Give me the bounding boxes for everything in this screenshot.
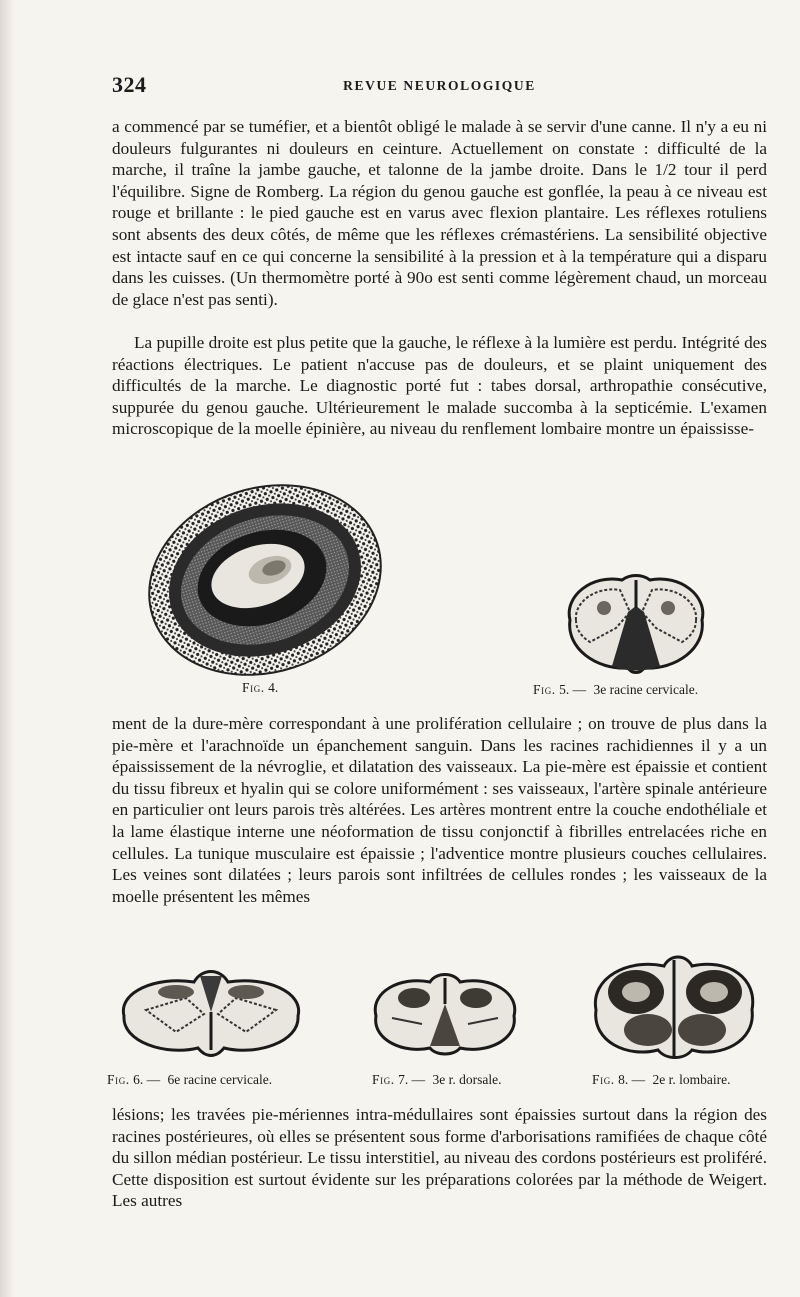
figure-5-label: Fig. xyxy=(533,682,556,697)
paragraph-4: lésions; les travées pie-mériennes intra-médullaires sont épaissies surtout dans la région des racines postérieures, où elles se présentent sous forme d'arborisations ramifiées de chaque côté du sillon médian postérieur. Le tissu interstitiel, au niveau des cordons postérieurs est proliféré. Cette disposition est surtout évidente sur les préparations colorées par la méthode de Weigert. Les autres xyxy=(112,1105,767,1211)
paragraph-3: ment de la dure-mère correspondant à une prolifération cellulaire ; on trouve de plus dans la pie-mère et l'arachnoïde un épanchement sanguin. Dans les racines rachidiennes il y a un épaississement de la névroglie, et dilatation des vaisseaux. La pie-mère est épaissie et contient du tissu fibreux et hyalin qui se colore uniformément : ses vaisseaux, l'artère spinale antérieure en particulier ont leurs parois très altérées. Les artères montrent entre la couche endothéliale et la lame élastique interne une néoformation de tissu conjonctif à fibrilles entrelacées riche en cellules. La tunique musculaire est épaissie ; l'adventice montre plusieurs couches cellulaires. Les veines sont dilatées ; leurs parois sont infiltrées de cellules rondes ; les vaisseaux de la moelle présentent les mêmes xyxy=(112,714,767,906)
figure-5-number: 5. — xyxy=(559,682,587,697)
figure-4-number: 4. xyxy=(268,680,279,695)
figure-7-caption xyxy=(372,1072,502,1088)
figure-6-label: Fig. xyxy=(107,1072,130,1087)
page-number: 324 xyxy=(112,72,147,97)
figure-4-caption xyxy=(242,680,282,696)
figure-6-image xyxy=(116,962,306,1062)
figure-5-text: 3e racine cervicale. xyxy=(593,682,699,697)
running-title: REVUE NEUROLOGIQUE xyxy=(343,78,536,93)
figure-4-image xyxy=(140,478,390,678)
figure-5-image xyxy=(556,568,716,678)
paragraph-2: La pupille droite est plus petite que la gauche, le réflexe à la lumière est perdu. Intégrité des réactions électriques. Le patient n'accuse pas de douleurs, et se plaint uniquement des difficultés de la marche. Le diagnostic porté fut : tabes dorsal, arthropathie consécutive, suppurée du genou gauche. Ultérieurement le malade succomba à la septicémie. L'examen microscopique de la moelle épinière, au niveau du renflement lombaire montre un épaississe- xyxy=(112,333,767,439)
figure-6-number: 6. — xyxy=(133,1072,161,1087)
figure-6-caption xyxy=(107,1072,272,1088)
figure-7-number: 7. — xyxy=(398,1072,426,1087)
page-header xyxy=(112,72,767,102)
figure-8-image xyxy=(588,952,760,1062)
figure-8-text: 2e r. lombaire. xyxy=(652,1072,731,1087)
figure-7-image xyxy=(370,968,520,1058)
figure-7-text: 3e r. dorsale. xyxy=(432,1072,502,1087)
figure-6-text: 6e racine cervicale. xyxy=(167,1072,273,1087)
figure-8-caption xyxy=(592,1072,731,1088)
figure-4-label: Fig. xyxy=(242,680,265,695)
figure-8-number: 8. — xyxy=(618,1072,646,1087)
figure-8-label: Fig. xyxy=(592,1072,615,1087)
page-edge-shadow xyxy=(0,0,14,1297)
paragraph-1: a commencé par se tuméfier, et a bientôt obligé le malade à se servir d'une canne. Il n'y a eu ni douleurs fulgurantes ni douleurs en ceinture. Actuellement on constate : difficulté de la marche, il traîne la jambe gauche, et talonne de la jambe droite. Dans le 1/2 tour il perd l'équilibre. Signe de Romberg. La région du genou gauche est gonflée, la peau à ce niveau est rouge et brillante : le pied gauche est en varus avec flexion plantaire. Les réflexes rotuliens sont absents des deux côtés, de même que les réflexes crémastériens. La sensibilité objective est intacte sauf en ce qui concerne la sensibilité à la pression et à la température qui a disparu dans les cuisses. (Un thermomètre porté à 90o est senti comme légèrement chaud, un morceau de glace n'est pas senti). xyxy=(112,117,767,309)
figure-5-caption xyxy=(533,682,698,698)
figure-7-label: Fig. xyxy=(372,1072,395,1087)
